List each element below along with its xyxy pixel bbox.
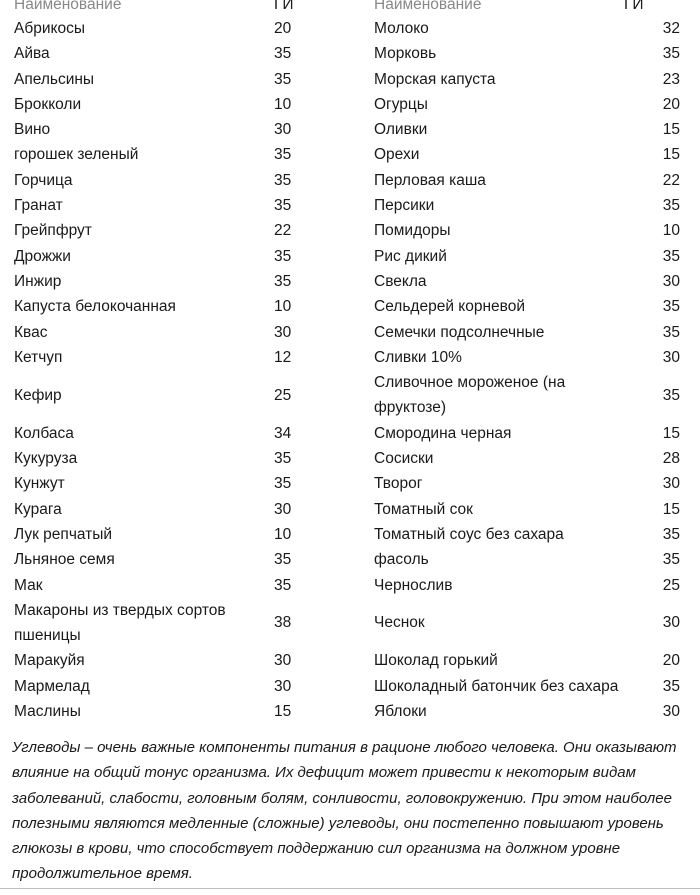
food-name-left: Капуста белокочанная (14, 298, 176, 316)
table-row (0, 269, 700, 294)
food-name-right: Шоколадный батончик без сахара (374, 677, 619, 695)
food-name-right: Смородина черная (374, 424, 512, 442)
table-header-row (0, 0, 700, 16)
gi-value-right: 35 (662, 247, 680, 265)
gi-value-right: 20 (662, 95, 680, 113)
gi-value-left: 35 (274, 272, 292, 290)
gi-value-right: 30 (662, 703, 680, 721)
gi-value-left: 10 (274, 525, 292, 543)
table-row (0, 244, 700, 269)
food-name-right: Огурцы (374, 95, 428, 113)
food-name-left: Инжир (14, 272, 62, 290)
table-row (0, 320, 700, 345)
gi-value-left: 35 (274, 576, 292, 594)
header-gi-left: ГИ (274, 0, 294, 13)
gi-value-left: 35 (274, 45, 292, 63)
food-name-right: Шоколад горький (374, 652, 498, 670)
gi-value-right: 15 (662, 146, 680, 164)
gi-value-right: 25 (662, 576, 680, 594)
table-row (0, 446, 700, 471)
table-row (0, 674, 700, 699)
food-name-right: Яблоки (374, 703, 427, 721)
gi-value-left: 30 (274, 121, 292, 139)
gi-value-right: 28 (662, 450, 680, 468)
food-name-left: Апельсины (14, 70, 95, 88)
gi-value-left: 12 (274, 348, 292, 366)
gi-value-right: 15 (662, 121, 680, 139)
gi-value-right: 30 (662, 348, 680, 366)
gi-value-right: 35 (662, 677, 680, 695)
food-name-left: Маслины (14, 703, 81, 721)
gi-value-left: 38 (274, 614, 292, 632)
gi-value-right: 30 (662, 475, 680, 493)
gi-value-left: 10 (274, 95, 292, 113)
bottom-divider (0, 888, 700, 889)
food-name-left: Грейпфрут (14, 222, 92, 240)
food-name-left: Макароны из твердых сортов пшеницы (14, 601, 226, 645)
food-name-right: Сельдерей корневой (374, 298, 526, 316)
food-name-right: Сливочное мороженое (на фруктозе) (374, 374, 566, 417)
food-name-left: Кукуруза (14, 450, 78, 468)
gi-value-left: 35 (274, 70, 292, 88)
table-row (0, 41, 700, 66)
table-row (0, 67, 700, 92)
table-row (0, 370, 700, 421)
food-name-right: фасоль (374, 551, 429, 569)
table-row (0, 16, 700, 41)
gi-value-right: 20 (662, 652, 680, 670)
food-name-left: Горчица (14, 171, 73, 189)
table-row (0, 522, 700, 547)
food-name-right: Морковь (374, 45, 437, 63)
food-name-left: Курага (14, 500, 62, 518)
table-row (0, 92, 700, 117)
table-row (0, 573, 700, 598)
food-name-left: Квас (14, 323, 48, 341)
food-name-left: Мак (14, 576, 43, 594)
gi-value-right: 35 (662, 45, 680, 63)
gi-value-left: 20 (274, 20, 292, 37)
food-name-left: Кунжут (14, 475, 65, 493)
table-row (0, 598, 700, 649)
table-body (0, 16, 700, 724)
gi-value-left: 22 (274, 222, 292, 240)
food-name-right: Перловая каша (374, 171, 486, 189)
gi-value-left: 30 (274, 652, 292, 670)
carbohydrates-note: Углеводы – очень важные компоненты питания в рационе любого человека. Они оказывают влияние на общий тонус организма. Их дефицит может привести к некоторым видам заболеваний, слабости, головным болям, сонливости, головокружению. При этом наиболее полезными являются медленные (сложные) углеводы, они постепенно повышают уровень глюкозы в крови, что способствует поддержанию сил организма на должном уровне продолжительное время. (12, 739, 677, 883)
table-row (0, 168, 700, 193)
food-name-right: Творог (374, 475, 423, 493)
gi-value-right: 35 (662, 298, 680, 316)
gi-value-right: 35 (662, 551, 680, 569)
table-row (0, 497, 700, 522)
food-name-right: Семечки подсолнечные (374, 323, 545, 341)
gi-value-right: 35 (662, 386, 680, 404)
food-name-left: Льняное семя (14, 551, 115, 569)
food-name-left: Кефир (14, 386, 62, 404)
table-row (0, 193, 700, 218)
gi-value-left: 15 (274, 703, 292, 721)
food-name-right: Сосиски (374, 450, 434, 468)
table-row (0, 294, 700, 319)
gi-value-left: 30 (274, 323, 292, 341)
gi-value-left: 30 (274, 677, 292, 695)
food-name-left: Кетчуп (14, 348, 63, 366)
gi-value-left: 35 (274, 247, 292, 265)
food-name-left: Вино (14, 121, 51, 139)
food-name-right: Чеснок (374, 614, 425, 632)
food-name-right: Оливки (374, 121, 428, 139)
food-name-left: Мармелад (14, 677, 90, 695)
gi-value-right: 10 (662, 222, 680, 240)
gi-value-left: 35 (274, 171, 292, 189)
gi-value-right: 23 (662, 70, 680, 88)
table-row (0, 142, 700, 167)
table-row (0, 547, 700, 572)
gi-value-right: 32 (662, 20, 680, 37)
gi-value-right: 22 (662, 171, 680, 189)
food-name-right: Морская капуста (374, 70, 496, 88)
food-name-right: Персики (374, 197, 435, 215)
table-row (0, 471, 700, 496)
gi-value-left: 30 (274, 500, 292, 518)
food-name-left: Дрожжи (14, 247, 71, 265)
table-row (0, 345, 700, 370)
food-name-left: Колбаса (14, 424, 74, 442)
header-gi-right: ГИ (624, 0, 644, 13)
food-name-left: Абрикосы (14, 20, 85, 37)
gi-value-right: 30 (662, 614, 680, 632)
table-row (0, 117, 700, 142)
gi-value-right: 35 (662, 525, 680, 543)
food-name-right: Томатный соус без сахара (374, 525, 564, 543)
gi-value-left: 34 (274, 424, 292, 442)
food-name-right: Томатный сок (374, 500, 473, 518)
table-row (0, 648, 700, 673)
food-name-left: Брокколи (14, 95, 82, 113)
table-row (0, 421, 700, 446)
table-row (0, 218, 700, 243)
table-row (0, 699, 700, 724)
gi-value-left: 35 (274, 197, 292, 215)
food-name-right: Чернослив (374, 576, 453, 594)
gi-value-right: 35 (662, 323, 680, 341)
food-name-left: Айва (14, 45, 50, 63)
gi-value-left: 10 (274, 298, 292, 316)
food-name-right: Сливки 10% (374, 348, 462, 366)
header-name-right: Наименование (374, 0, 482, 13)
gi-value-left: 35 (274, 450, 292, 468)
food-name-right: Орехи (374, 146, 420, 164)
gi-value-right: 15 (662, 424, 680, 442)
gi-value-right: 15 (662, 500, 680, 518)
gi-value-left: 35 (274, 475, 292, 493)
food-name-left: Гранат (14, 197, 63, 215)
food-name-left: Лук репчатый (14, 525, 113, 543)
food-name-left: горошек зеленый (14, 146, 139, 164)
gi-value-right: 30 (662, 272, 680, 290)
food-name-right: Рис дикий (374, 247, 447, 265)
gi-value-left: 25 (274, 386, 292, 404)
food-name-left: Маракуйя (14, 652, 85, 670)
gi-value-left: 35 (274, 551, 292, 569)
food-name-right: Свекла (374, 272, 427, 290)
food-name-right: Молоко (374, 20, 429, 37)
gi-value-right: 35 (662, 197, 680, 215)
header-name-left: Наименование (14, 0, 122, 13)
gi-value-left: 35 (274, 146, 292, 164)
food-name-right: Помидоры (374, 222, 451, 240)
